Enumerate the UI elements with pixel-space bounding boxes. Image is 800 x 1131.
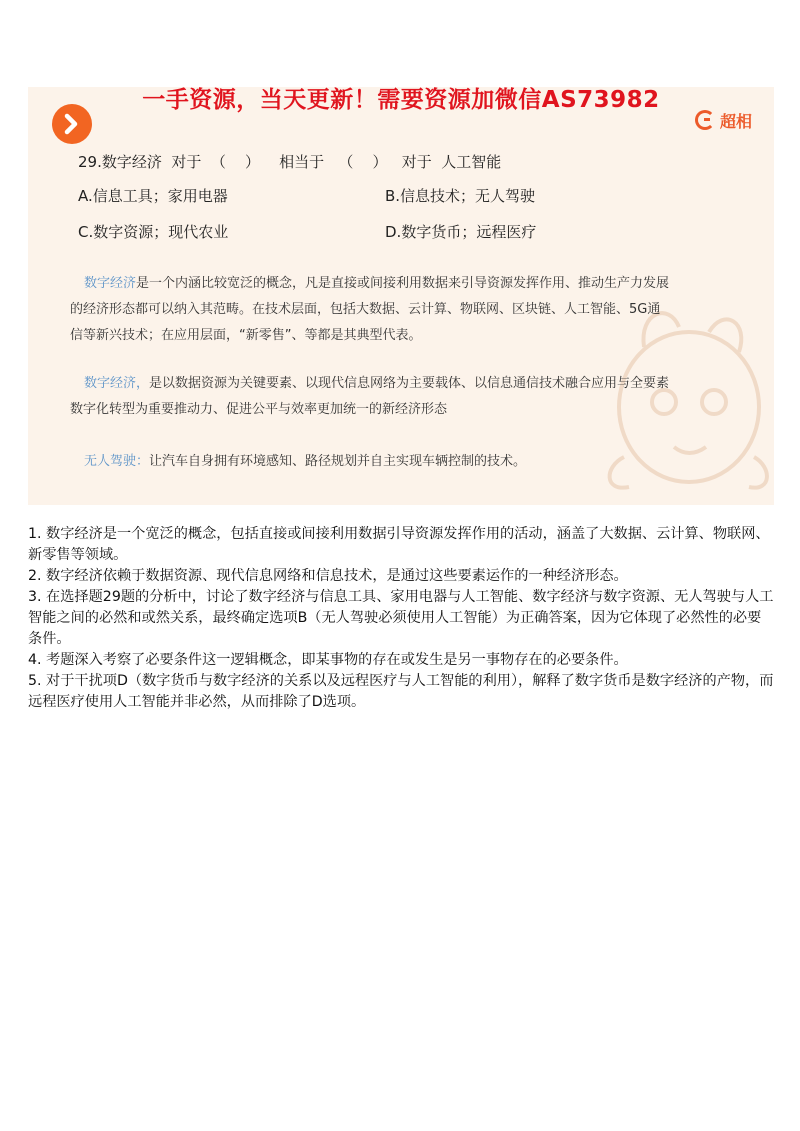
note-item: 1. 数字经济是一个宽泛的概念，包括直接或间接利用数据引导资源发挥作用的活动，涵盖了大数据、云计算、物联网、新零售等领域。	[28, 526, 770, 563]
explanation-digital-economy	[70, 271, 750, 349]
brand-logo	[695, 109, 752, 131]
option-c: C.数字资源；现代农业	[78, 223, 229, 241]
note-item: 5. 对于干扰项D（数字货币与数字经济的关系以及远程医疗与人工智能的利用），解释了数字货币是数字经济的产物，而远程医疗使用人工智能并非必然，从而排除了D选项。	[28, 673, 774, 710]
explanation-line: 的经济形态都可以纳入其范畴。在技术层面，包括大数据、云计算、物联网、区块链、人工智能、5G通	[70, 302, 661, 317]
term-label: 数字经济	[84, 276, 137, 291]
explanation-line: 是以数据资源为关键要素、以现代信息网络为主要载体、以信息通信技术融合应用与全要素	[149, 376, 670, 391]
note-item: 2. 数字经济依赖于数据资源、现代信息网络和信息技术，是通过这些要素运作的一种经济形态。	[28, 568, 628, 584]
question-card	[28, 87, 774, 505]
ad-banner: 一手资源，当天更新！需要资源加微信AS73982	[142, 87, 660, 113]
explanation-line: 信等新兴技术；在应用层面，“新零售”、等都是其典型代表。	[70, 328, 422, 343]
brand-logo-text: 超相	[719, 111, 752, 131]
term-label: 数字经济，	[84, 376, 150, 391]
option-d: D.数字货币；远程医疗	[385, 223, 537, 241]
explanation-digital-economy-definition	[70, 371, 750, 423]
explanation-autonomous-driving	[70, 449, 750, 475]
option-b: B.信息技术；无人驾驶	[385, 187, 536, 205]
explanation-line: 让汽车自身拥有环境感知、路径规划并自主实现车辆控制的技术。	[149, 454, 527, 469]
question-stem: 29.数字经济 对于 （ ） 相当于 （ ） 对于 人工智能	[78, 153, 502, 171]
brand-logo-icon	[695, 110, 715, 130]
note-item: 3. 在选择题29题的分析中，讨论了数字经济与信息工具、家用电器与人工智能、数字经济与数字资源、无人驾驶与人工智能之间的必然和或然关系，最终确定选项B（无人驾驶必须使用人工智能）为正确答案，因为它体现了必然性的必要条件。	[28, 589, 774, 647]
chevron-right-icon	[52, 104, 92, 144]
option-a: A.信息工具；家用电器	[78, 187, 228, 205]
explanation-line: 是一个内涵比较宽泛的概念，凡是直接或间接利用数据来引导资源发挥作用、推动生产力发展	[136, 276, 670, 291]
note-item: 4. 考题深入考察了必要条件这一逻辑概念，即某事物的存在或发生是另一事物存在的必要条件。	[28, 652, 628, 668]
summary-notes	[28, 524, 774, 713]
term-label: 无人驾驶：	[84, 454, 150, 469]
explanation-line: 数字化转型为重要推动力、促进公平与效率更加统一的新经济形态	[70, 402, 448, 417]
